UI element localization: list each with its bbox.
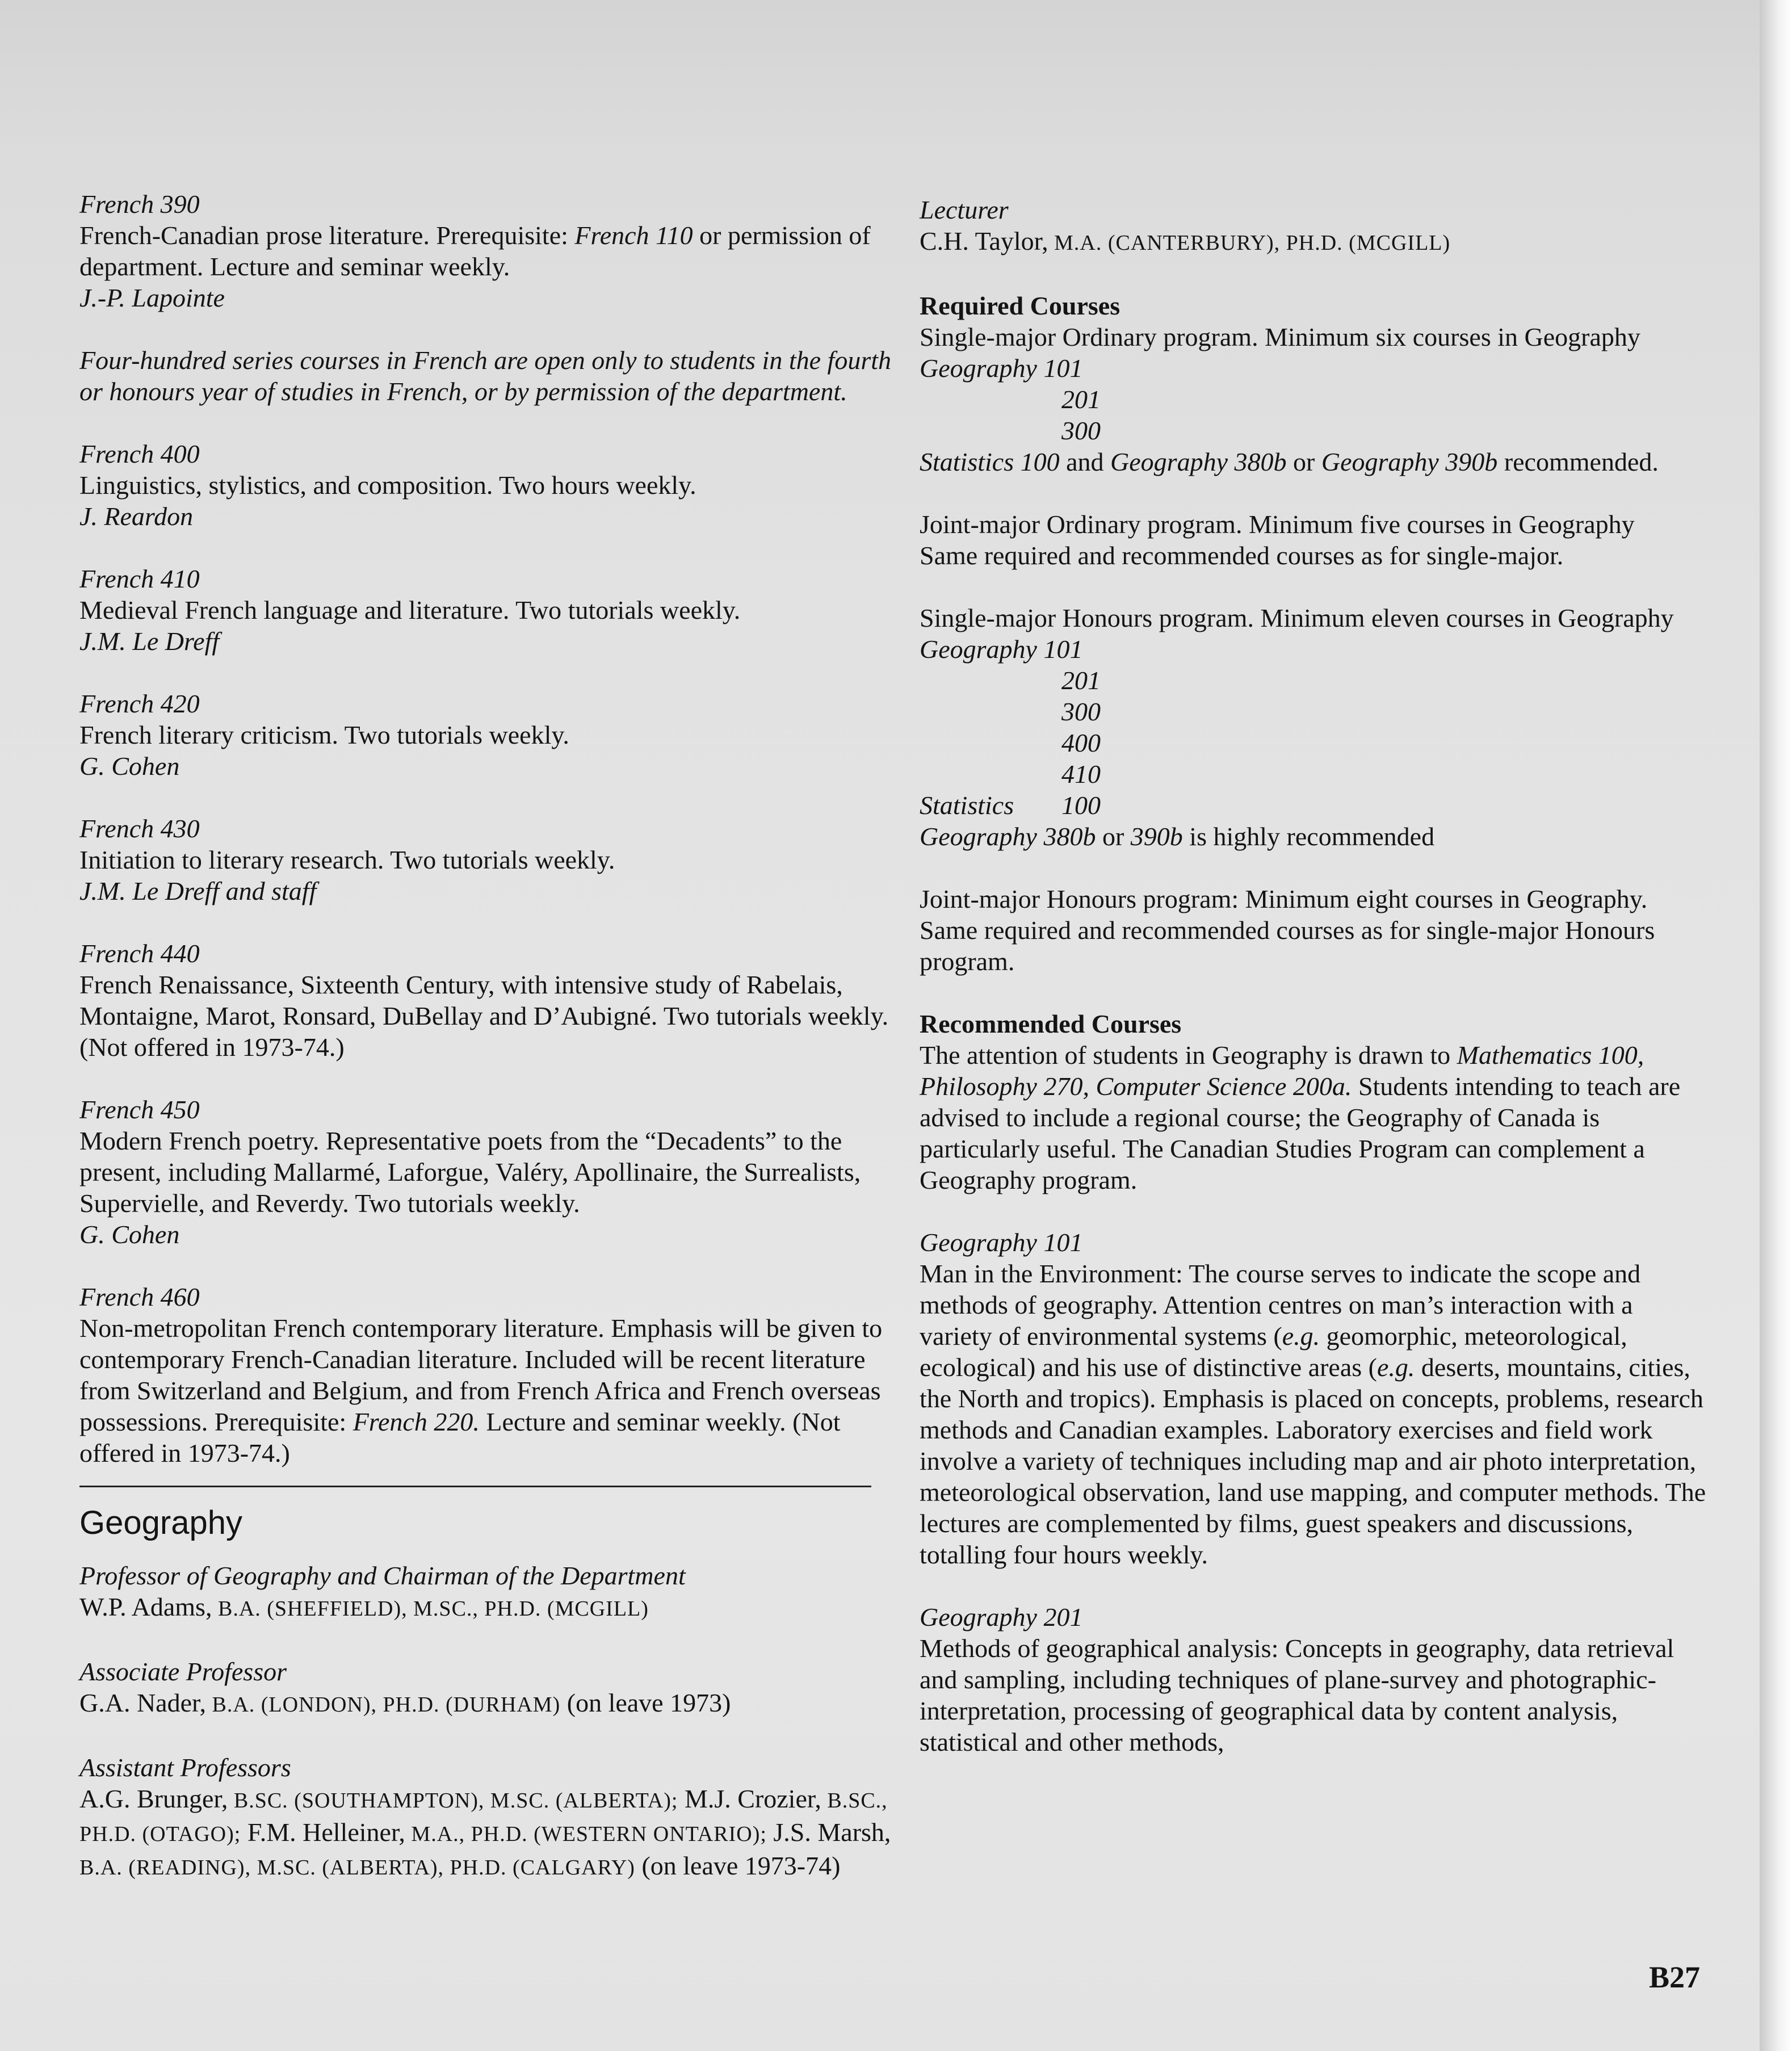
course-instructor: J.-P. Lapointe <box>79 283 225 312</box>
course-code: Geography 201 <box>920 1603 1083 1631</box>
section-divider <box>79 1486 871 1487</box>
course-french-390 <box>79 188 897 313</box>
req-course: Geography 101 <box>920 635 1083 664</box>
faculty-member: G.A. Nader, B.A. (LONDON), PH.D. (DURHAM) (on leave 1973) <box>79 1688 731 1717</box>
course-description: Medieval French language and literature. Two tutorials weekly. <box>79 595 741 624</box>
req-course: Geography 101 <box>920 354 1083 383</box>
req-course: 300 <box>1061 416 1101 445</box>
course-description: Linguistics, stylistics, and composition. Two hours weekly. <box>79 471 696 500</box>
joint-major-honours: Joint-major Honours program: Minimum eight courses in Geography. Same required and recommended courses as for single-major Honours program. <box>920 884 1655 976</box>
course-french-410 <box>79 563 897 657</box>
course-code: French 430 <box>79 814 200 843</box>
single-major-honours: Single-major Honours program. Minimum eleven courses in Geography Geography 101 201 300 400 410 Statistics 100 Geography 380b or 390b is highly recommended <box>920 602 1711 852</box>
joint-major-ordinary: Joint-major Ordinary program. Minimum five courses in Geography Same required and recommended courses as for single-major. <box>920 510 1635 570</box>
faculty-title: Lecturer <box>920 195 1009 224</box>
faculty-member: W.P. Adams, B.A. (SHEFFIELD), M.SC., PH.D. (MCGILL) <box>79 1592 649 1621</box>
course-instructor: G. Cohen <box>79 752 180 781</box>
note-400-series: Four-hundred series courses in French are open only to students in the fourth or honours year of studies in French, or by permission of the department. <box>79 346 891 406</box>
course-instructor: J. Reardon <box>79 502 194 531</box>
req-course: 201 <box>1061 385 1101 414</box>
course-french-440 <box>79 938 897 1063</box>
course-code: French 400 <box>79 439 200 468</box>
course-instructor: J.M. Le Dreff <box>79 627 220 656</box>
recommended-line: Statistics 100 and Geography 380b or Geography 390b recommended. <box>920 447 1659 476</box>
page-edge <box>1760 0 1792 2051</box>
course-code: Geography 101 <box>920 1228 1083 1257</box>
req-course: 201 <box>1061 666 1101 695</box>
req-course: Statistics 100 <box>920 791 1101 820</box>
course-code: French 390 <box>79 190 200 219</box>
course-description: Modern French poetry. Representative poets from the “Decadents” to the present, including Mallarmé, Laforgue, Valéry, Apollinaire, the Surrealists, Supervielle, and Reverdy. Two tutorials weekly. <box>79 1126 861 1218</box>
course-instructor: G. Cohen <box>79 1220 180 1249</box>
course-description: Man in the Environment: The course serves to indicate the scope and methods of geography. Attention centres on man’s interaction with a variety of environmental systems (e.g. geomorphic, meteorological, ecological) and his use of distinctive areas (e.g. deserts, mountains, cities, the North and tropics). Emphasis is placed on concepts, problems, research methods and Canadian examples. Laboratory exercises and field work involve a variety of techniques including map and air photo interpretation, meteorological observation, land use mapping, and computer methods. The lectures are complemented by films, guest speakers and discussions, totalling four hours weekly. <box>920 1259 1706 1569</box>
course-code: French 410 <box>79 564 200 593</box>
faculty-title: Assistant Professors <box>79 1753 291 1782</box>
single-major-ordinary: Single-major Ordinary program. Minimum six courses in Geography <box>920 322 1640 351</box>
left-column <box>79 188 897 1915</box>
course-french-430 <box>79 813 897 907</box>
faculty-chair <box>79 1560 897 1625</box>
course-french-400 <box>79 438 897 532</box>
faculty-members: A.G. Brunger, B.SC. (SOUTHAMPTON), M.SC. (ALBERTA); M.J. Crozier, B.SC., PH.D. (OTAGO); F.M. Helleiner, M.A., PH.D. (WESTERN ONTARIO); J.S. Marsh, B.A. (READING), M.SC. (ALBERTA), PH.D. (CALGARY) (on leave 1973-74) <box>79 1784 891 1880</box>
course-french-460 <box>79 1281 897 1469</box>
heading-required-courses: Required Courses <box>920 291 1120 320</box>
heading-recommended-courses: Recommended Courses <box>920 1009 1182 1038</box>
req-course: 400 <box>1061 728 1101 757</box>
course-geography-101 <box>920 1227 1711 1570</box>
right-column <box>920 194 1711 1789</box>
course-code: French 420 <box>79 689 200 718</box>
recommended-line: Geography 380b or 390b is highly recommended <box>920 822 1435 851</box>
req-course: 300 <box>1061 697 1101 726</box>
course-instructor: J.M. Le Dreff and staff <box>79 876 317 905</box>
section-title-geography: Geography <box>79 1504 242 1541</box>
faculty-lecturer <box>920 194 1711 259</box>
course-description: Methods of geographical analysis: Concepts in geography, data retrieval and sampling, including techniques of plane-survey and photographic-interpretation, processing of geographical data by content analysis, statistical and other methods, <box>920 1634 1675 1756</box>
required-courses <box>920 290 1711 477</box>
course-description: Non-metropolitan French contemporary literature. Emphasis will be given to contemporary French-Canadian literature. Included will be recent literature from Switzerland and Belgium, and from French Africa and French overseas possessions. Prerequisite: French 220. Lecture and seminar weekly. (Not offered in 1973-74.) <box>79 1314 883 1467</box>
course-description: French Renaissance, Sixteenth Century, with intensive study of Rabelais, Montaigne, Marot, Ronsard, DuBellay and D’Aubigné. Two tutorials weekly. (Not offered in 1973-74.) <box>79 970 889 1062</box>
faculty-associate <box>79 1656 897 1721</box>
faculty-assistants <box>79 1752 897 1884</box>
recommended-courses: Recommended Courses The attention of students in Geography is drawn to Mathematics 100, Philosophy 270, Computer Science 200a. Students intending to teach are advised to include a regional course; the Geography of Canada is particularly useful. The Canadian Studies Program can complement a Geography program. <box>920 1008 1711 1196</box>
course-description: Initiation to literary research. Two tutorials weekly. <box>79 845 615 874</box>
course-french-420 <box>79 688 897 782</box>
course-description: French-Canadian prose literature. Prerequisite: French 110 or permission of department. Lecture and seminar weekly. <box>79 221 871 281</box>
course-description: French literary criticism. Two tutorials weekly. <box>79 720 569 749</box>
faculty-title: Associate Professor <box>79 1657 287 1686</box>
page-number: B27 <box>1649 1960 1701 1994</box>
req-course: 410 <box>1061 760 1101 788</box>
course-code: French 450 <box>79 1095 200 1124</box>
course-french-450 <box>79 1094 897 1250</box>
course-geography-201 <box>920 1601 1711 1758</box>
faculty-title: Professor of Geography and Chairman of the Department <box>79 1561 686 1590</box>
course-code: French 460 <box>79 1282 200 1311</box>
faculty-member: C.H. Taylor, M.A. (CANTERBURY), PH.D. (MCGILL) <box>920 227 1451 255</box>
course-code: French 440 <box>79 939 200 968</box>
